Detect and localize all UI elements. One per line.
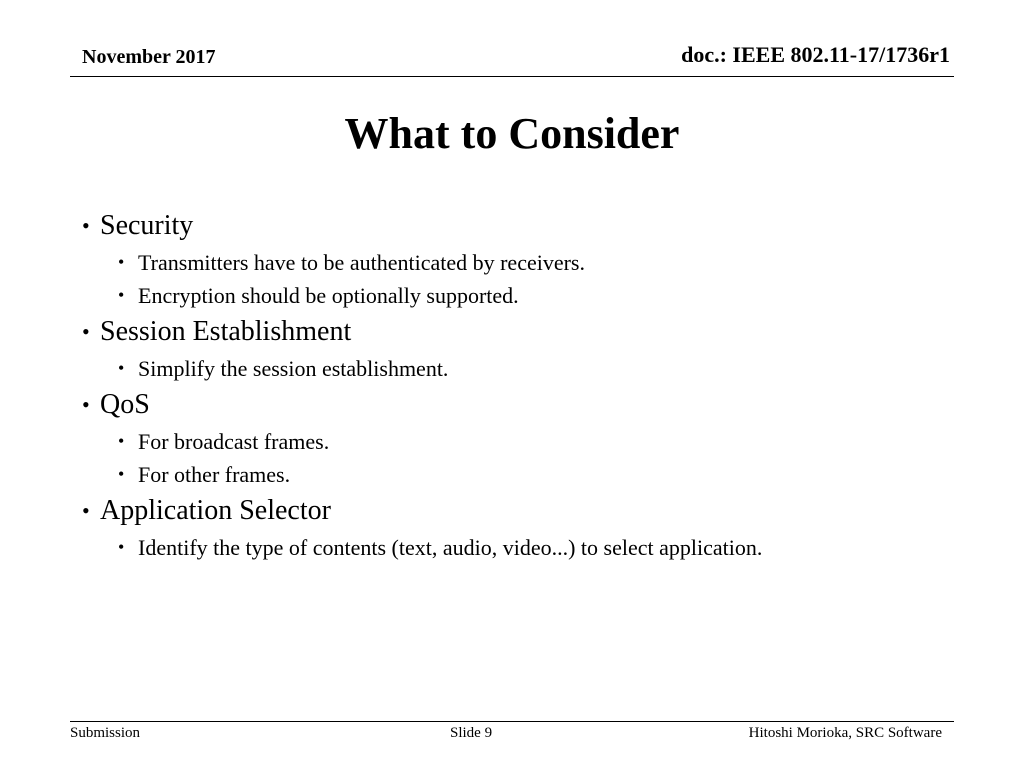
sub-bullet-item	[82, 352, 962, 385]
sub-bullet-item	[82, 279, 962, 312]
bullet-item	[82, 206, 962, 246]
footer-author: Hitoshi Morioka, SRC Software	[748, 725, 942, 741]
sub-bullet-icon: •	[118, 464, 125, 484]
bullet-icon: •	[82, 392, 90, 417]
bullet-icon: •	[82, 213, 90, 238]
bullet-item	[82, 491, 962, 531]
sub-bullet-icon: •	[118, 537, 125, 557]
bullet-icon: •	[82, 319, 90, 344]
sub-bullet-text: Encryption should be optionally supported.	[138, 283, 519, 308]
bullet-icon: •	[82, 498, 90, 523]
footer-slide-number: Slide 9	[450, 725, 493, 741]
header-document-id: doc.: IEEE 802.11-17/1736r1	[681, 42, 950, 67]
sub-bullet-item	[82, 425, 962, 458]
sub-bullet-item	[82, 458, 962, 491]
sub-bullet-icon: •	[118, 431, 125, 451]
slide-title: What to Consider	[344, 109, 680, 158]
sub-bullet-text: Transmitters have to be authenticated by receivers.	[138, 250, 585, 275]
sub-bullet-icon: •	[118, 285, 125, 305]
footer-divider	[70, 721, 954, 722]
bullet-text: Session Establishment	[100, 316, 352, 347]
sub-bullet-text: For broadcast frames.	[138, 429, 330, 454]
bullet-list	[82, 206, 962, 564]
header-date: November 2017	[82, 46, 216, 68]
bullet-item	[82, 312, 962, 352]
bullet-text: QoS	[100, 389, 150, 420]
sub-bullet-text: Simplify the session establishment.	[138, 356, 449, 381]
sub-bullet-text: For other frames.	[138, 462, 291, 487]
bullet-text: Security	[100, 210, 194, 241]
footer-submission: Submission	[70, 725, 141, 741]
sub-bullet-icon: •	[118, 358, 125, 378]
bullet-item	[82, 385, 962, 425]
header-divider	[70, 76, 954, 77]
sub-bullet-text: Identify the type of contents (text, audio, video...) to select application.	[138, 535, 763, 560]
sub-bullet-icon: •	[118, 252, 125, 272]
sub-bullet-item	[82, 531, 962, 564]
sub-bullet-item	[82, 246, 962, 279]
bullet-text: Application Selector	[100, 495, 331, 526]
